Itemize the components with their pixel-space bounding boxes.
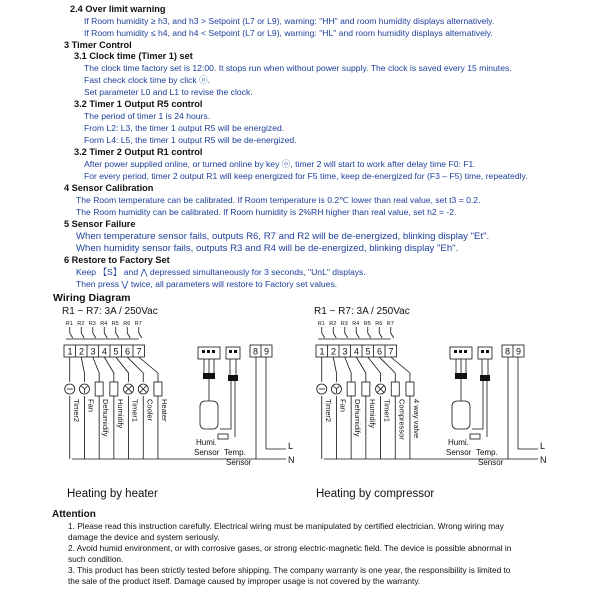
text-line: 3.2 Timer 1 Output R5 control	[74, 99, 203, 109]
terminal-number: 4	[102, 346, 108, 357]
rating-label: R1 ~ R7: 3A / 250Vac	[314, 306, 410, 317]
text-line: 3 Timer Control	[64, 40, 132, 50]
sensor-label: Sensor	[194, 448, 220, 457]
load-wire	[139, 357, 158, 373]
connector-pin	[459, 350, 462, 353]
terminal-number: 3	[90, 346, 96, 357]
relay-label: R7	[134, 321, 142, 327]
sensor-humi-label: Humi.	[448, 438, 469, 447]
relay-label: R6	[375, 321, 383, 327]
connector-pin	[207, 350, 210, 353]
relay-switch	[116, 333, 119, 338]
load-box	[110, 382, 118, 396]
temp-probe	[470, 434, 480, 439]
temp-connector	[478, 347, 492, 359]
load-label: Timer1	[382, 399, 392, 423]
load-box	[391, 382, 399, 396]
relay-switch	[139, 333, 142, 338]
terminal-number: 6	[125, 346, 131, 357]
sensor-label: Sensor	[226, 458, 252, 467]
relay-label: R1	[317, 321, 325, 327]
load-label: Timer2	[71, 399, 81, 423]
sensor-plug	[203, 373, 215, 379]
relay-switch	[104, 333, 107, 338]
text-line: If Room humidity ≤ h4, and h4 < Setpoint (L7 or L9), warning: "HL" and room humidity displays alternatively.	[84, 28, 493, 38]
caption-compressor: Heating by compressor	[316, 488, 435, 500]
text-line: When temperature sensor fails, outputs R6, R7 and R2 will be de-energized, blinking display "Et".	[76, 231, 490, 242]
text-line: When humidity sensor fails, outputs R3 and R4 will be de-energized, blinking display "Eh".	[76, 243, 459, 254]
lamp-cross	[125, 386, 132, 393]
terminal-number: 9	[264, 346, 270, 357]
text-line: 2.4 Over limit warning	[70, 4, 166, 14]
load-label: Fan	[338, 399, 348, 412]
load-wire	[391, 357, 410, 373]
rating-label: R1 ~ R7: 3A / 250Vac	[62, 306, 158, 317]
text-line: The clock time factory set is 12:00. It stops run when without power supply. The clock is saved every 15 minutes.	[84, 63, 512, 73]
line-label: L	[288, 441, 294, 451]
terminal-number: 7	[136, 346, 142, 357]
relay-label: R5	[363, 321, 371, 327]
terminal-number: 9	[516, 346, 522, 357]
sensor-plug	[455, 373, 467, 379]
text-line: 3.2 Timer 2 Output R1 control	[74, 147, 203, 157]
text-line: 3.1 Clock time (Timer 1) set	[74, 51, 193, 61]
connector-pin	[212, 350, 215, 353]
relay-label: R7	[386, 321, 394, 327]
relay-switch	[345, 333, 348, 338]
sensor-wire	[204, 359, 214, 373]
load-label: 4 way valve	[411, 399, 421, 439]
load-label: Dehumidify	[101, 399, 111, 437]
attention-item: damage the device and system seriously.	[68, 532, 220, 542]
terminal-number: 6	[377, 346, 383, 357]
sensor-label: Sensor	[478, 458, 504, 467]
attention-item: such condition.	[68, 554, 124, 564]
load-box	[362, 382, 370, 396]
sensor-label: Sensor	[446, 448, 472, 457]
sensor-wire	[472, 381, 487, 437]
fan-blades	[81, 386, 87, 393]
sensor-wire	[230, 359, 236, 375]
text-line: Set parameter L0 and L1 to revise the clock.	[84, 87, 253, 97]
relay-switch	[368, 333, 371, 338]
load-label: Fan	[86, 399, 96, 412]
relay-switch	[379, 333, 382, 338]
load-label: Dehumidify	[353, 399, 363, 437]
text-line: The Room humidity can be calibrated. If Room humidity is 2%RH higher than real value, set h2 = -2.	[76, 207, 457, 217]
temp-connector	[226, 347, 240, 359]
connector-pin	[229, 350, 232, 353]
attention-item: 1. Please read this instruction carefully. Electrical wiring must be manipulated by certified electrician. Wrong wiring may	[68, 521, 504, 531]
terminal-number: 2	[331, 346, 337, 357]
load-box	[95, 382, 103, 396]
connector-pin	[202, 350, 205, 353]
relay-label: R2	[77, 321, 85, 327]
attention-item: the sale of the product itself. Damage caused by improper usage is not covered by the warranty.	[68, 576, 421, 586]
text-line: 5 Sensor Failure	[64, 219, 136, 229]
line-label: L	[540, 441, 546, 451]
text-line: 4 Sensor Calibration	[64, 183, 154, 193]
text-line: Fast check clock time by click ⓞ.	[84, 75, 211, 85]
terminal-number: 3	[342, 346, 348, 357]
load-wire	[116, 357, 129, 373]
terminal-number: 8	[505, 346, 511, 357]
load-label: Compressor	[397, 399, 407, 440]
load-label: Humidify	[367, 399, 377, 429]
text-line: The period of timer 1 is 24 hours.	[84, 111, 211, 121]
load-box	[154, 382, 162, 396]
load-wire	[345, 357, 351, 373]
connector-pin	[486, 350, 489, 353]
connector-pin	[454, 350, 457, 353]
text-line: Keep 【S】 and ⋀ depressed simultaneously for 3 seconds, "UnL" displays.	[76, 267, 366, 277]
load-wire	[81, 357, 84, 373]
text-line: Then press ⋁ twice, all parameters will restore to Factory set values.	[76, 279, 338, 289]
neutral-label: N	[540, 455, 547, 465]
load-wire	[333, 357, 336, 373]
terminal-number: 5	[113, 346, 119, 357]
relay-label: R2	[329, 321, 337, 327]
relay-label: R3	[88, 321, 96, 327]
relay-switch	[93, 333, 96, 338]
relay-switch	[356, 333, 359, 338]
terminal-number: 4	[354, 346, 360, 357]
text-line: 6 Restore to Factory Set	[64, 255, 170, 265]
sensor-plug	[480, 375, 490, 381]
load-wire	[379, 357, 395, 373]
load-label: Heater	[159, 399, 169, 422]
text-line: After power supplied online, or turned online by key ⓞ, timer 2 will start to work after delay time F0: F1.	[84, 159, 476, 169]
sensor-plug	[228, 375, 238, 381]
relay-label: R4	[100, 321, 108, 327]
load-box	[406, 382, 414, 396]
relay-switch	[333, 333, 336, 338]
lamp-cross	[377, 386, 384, 393]
relay-switch	[391, 333, 394, 338]
terminal-number: 7	[388, 346, 394, 357]
relay-switch	[322, 333, 325, 338]
relay-label: R6	[123, 321, 131, 327]
sensor-wire	[220, 381, 235, 437]
load-wire	[356, 357, 366, 373]
sensor-humi-label: Humi.	[196, 438, 217, 447]
relay-label: R4	[352, 321, 360, 327]
load-wire	[368, 357, 381, 373]
text-line: Form L4: L5, the timer 1 output R5 will be de-energized.	[84, 135, 297, 145]
caption-heater: Heating by heater	[67, 488, 158, 500]
relay-switch	[127, 333, 130, 338]
text-line: For every period, timer 2 output R1 will keep energized for F5 time, keep de-energized for (F3 – F5) time, repeatedly.	[84, 171, 528, 181]
relay-label: R3	[340, 321, 348, 327]
terminal-number: 5	[365, 346, 371, 357]
load-label: Timer1	[130, 399, 140, 423]
humidity-sensor	[200, 401, 218, 429]
attention-item: 3. This product has been strictly tested before shipping. The company warranty is one year, the responsibility is limited to	[68, 565, 511, 575]
connector-pin	[464, 350, 467, 353]
text-line: From L2: L3, the timer 1 output R5 will be energized.	[84, 123, 285, 133]
attention-item: 2. Avoid humid environment, or with corrosive gases, or strong electric-magnetic field. The device is possible abnormal in	[68, 543, 512, 553]
load-label: Timer2	[323, 399, 333, 423]
load-label: Cooler	[145, 399, 155, 422]
relay-label: R5	[111, 321, 119, 327]
terminal-number: 1	[319, 346, 325, 357]
connector-pin	[234, 350, 237, 353]
lamp-cross	[140, 386, 147, 393]
sensor-temp-label: Temp.	[476, 448, 498, 457]
load-wire	[127, 357, 143, 373]
fan-blades	[333, 386, 339, 393]
relay-switch	[70, 333, 73, 338]
text-line: If Room humidity ≥ h3, and h3 > Setpoint (L7 or L9), warning: "HH" and room humidity displays alternatively.	[84, 16, 495, 26]
sensor-temp-label: Temp.	[224, 448, 246, 457]
sensor-wire	[482, 359, 488, 375]
humidity-sensor	[452, 401, 470, 429]
relay-switch	[81, 333, 84, 338]
terminal-number: 2	[79, 346, 85, 357]
wiring-diagram-title: Wiring Diagram	[53, 292, 131, 304]
neutral-label: N	[288, 455, 295, 465]
load-wire	[104, 357, 114, 373]
text-line: The Room temperature can be calibrated. If Room temperature is 0.2℃ lower than real value, set t3 = 0.2.	[76, 195, 481, 205]
connector-pin	[481, 350, 484, 353]
load-wire	[93, 357, 99, 373]
temp-probe	[218, 434, 228, 439]
terminal-number: 8	[253, 346, 259, 357]
load-label: Humidify	[115, 399, 125, 429]
relay-label: R1	[65, 321, 73, 327]
terminal-number: 1	[67, 346, 73, 357]
attention-title: Attention	[52, 509, 96, 520]
wiring-diagram-heater	[60, 303, 300, 475]
sensor-wire	[456, 359, 466, 373]
load-box	[347, 382, 355, 396]
wiring-diagram-compressor	[312, 303, 552, 475]
